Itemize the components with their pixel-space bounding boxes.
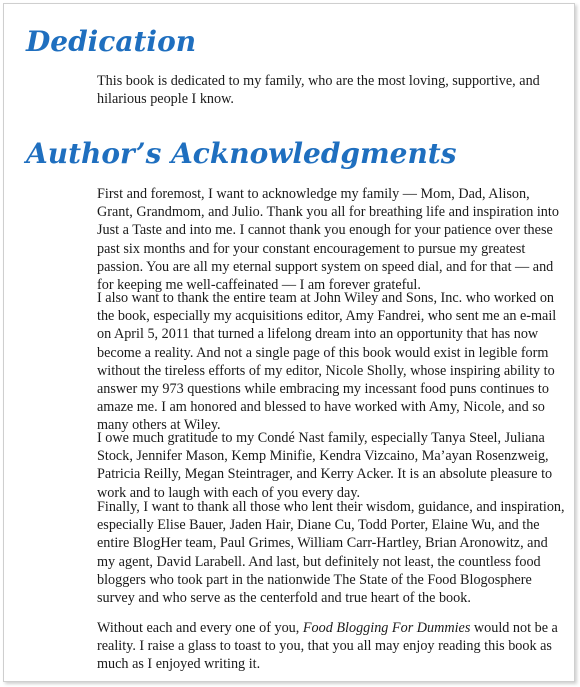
book-title: Food Blogging For Dummies — [302, 620, 471, 636]
page — [3, 3, 575, 682]
closing-text-before: Without each and every one of you, — [97, 620, 303, 636]
dedication-text: This book is dedicated to my family, who are the most loving, supportive, and hilarious people I know. — [97, 73, 540, 108]
acknowledgments-heading: Author’s Acknowledgments — [26, 137, 457, 170]
closing-text-after: would not be a reality. I raise a glass to toast to you, that you all may enjoy reading this book as much as I enjoyed writing it. — [97, 620, 558, 673]
ack-paragraph-bloggers: Finally, I want to thank all those who lent their wisdom, guidance, and inspiration, especially Elise Bauer, Jaden Hair, Diane Cu, Todd Porter, Elaine Wu, and the entire BlogHer team, Paul Grimes, William Carr-Hartley, Brian Aronowitz, and my agent, David Larabell. And last, but definitely not least, the countless food bloggers who took part in the nationwide The State of the Food Blogosphere survey and who serve as the centerfold and true heart of the book. — [97, 499, 565, 607]
ack-paragraph-closing — [97, 619, 567, 674]
ack-paragraph-wiley: I also want to thank the entire team at John Wiley and Sons, Inc. who worked on the book, especially my acquisitions editor, Amy Fandrei, who sent me an e-mail on April 5, 2011 that turned a lifelong dream into an opportunity that has now become a reality. And not a single page of this book would exist in legible form without the tireless efforts of my editor, Nicole Sholly, whose inspiring ability to answer my 973 questions while embracing my incessant food puns continues to amaze me. I am honored and blessed to have worked with Amy, Nicole, and so many others at Wiley. — [97, 290, 557, 434]
ack-paragraph-family: First and foremost, I want to acknowledge my family — Mom, Dad, Alison, Grant, Grandmom, and Julio. Thank you all for breathing life and inspiration into Just a Taste and into me. I cannot thank you enough for your patience over these past six months and for your constant encouragement to pursue my greatest passion. You are all my eternal support system on speed dial, and for that — and for keeping me well-caffeinated — I am forever grateful. — [97, 186, 559, 294]
dedication-heading: Dedication — [26, 25, 197, 58]
ack-paragraph-conde-nast: I owe much gratitude to my Condé Nast family, especially Tanya Steel, Juliana Stock, Jennifer Mason, Kemp Minifie, Kendra Vizcaino, Ma’ayan Rosenzweig, Patricia Reilly, Megan Steintrager, and Kerry Acker. It is an absolute pleasure to work and to laugh with each of you every day. — [97, 430, 553, 501]
